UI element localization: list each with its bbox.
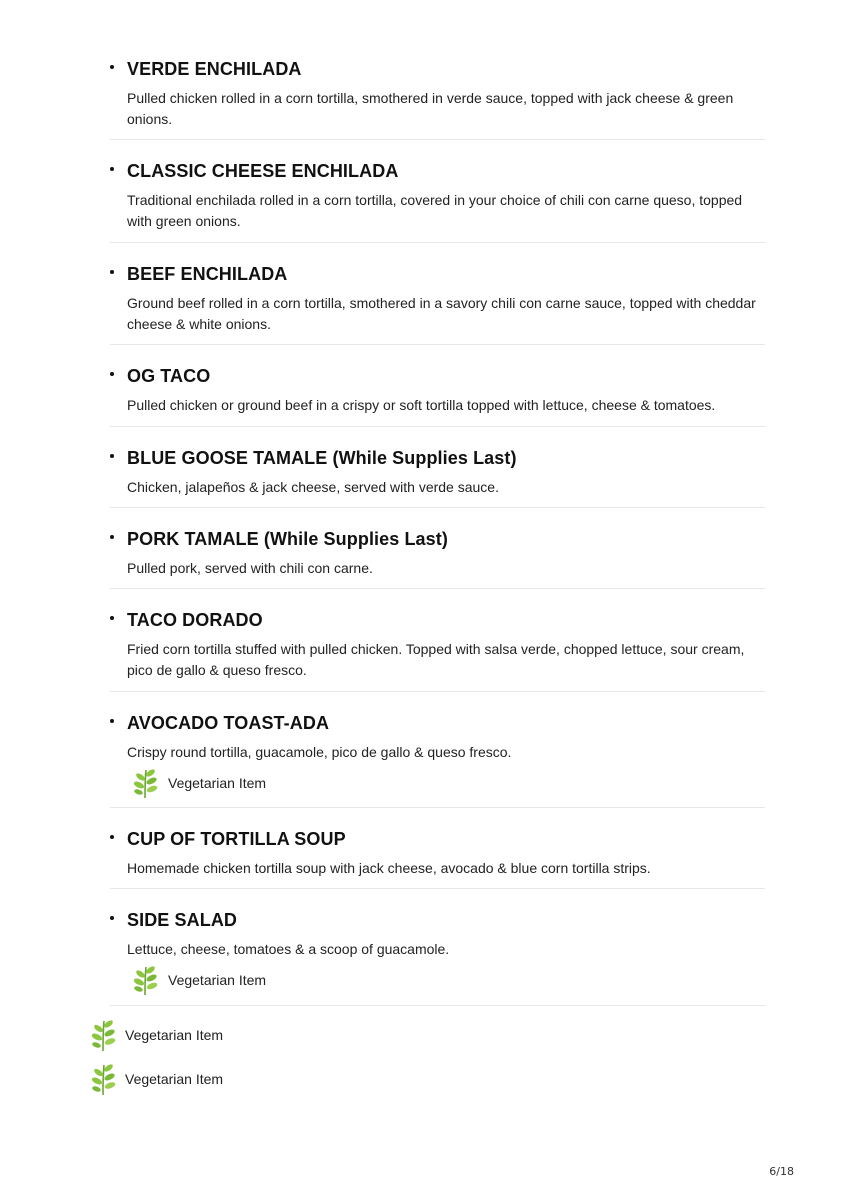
item-description: Pulled pork, served with chili con carne. [127,560,373,576]
bullet-icon [110,535,114,539]
item-description: Lettuce, cheese, tomatoes & a scoop of guacamole. [127,941,450,957]
leaf-icon [128,963,162,997]
item-description: Chicken, jalapeños & jack cheese, served with verde sauce. [127,479,499,495]
legend-item [86,1061,223,1097]
bullet-icon [110,270,114,274]
menu-item [110,58,765,140]
item-description: Homemade chicken tortilla soup with jack cheese, avocado & blue corn tortilla strips. [127,860,651,876]
menu-item [110,447,765,508]
item-title: TACO DORADO [127,610,263,630]
leaf-icon [86,1061,120,1097]
leaf-icon [86,1017,120,1053]
vegetarian-badge [127,766,765,800]
menu-item [110,609,765,692]
legend [86,1017,223,1097]
menu-item [110,160,765,243]
bullet-icon [110,454,114,458]
item-title: PORK TAMALE (While Supplies Last) [127,529,448,549]
leaf-icon [128,766,162,800]
vegetarian-badge [127,963,765,997]
item-title: OG TACO [127,366,211,386]
item-description: Fried corn tortilla stuffed with pulled chicken. Topped with salsa verde, chopped lettuce, sour cream, pico de gallo & queso fresco. [127,641,745,678]
item-title: CUP OF TORTILLA SOUP [127,829,346,849]
menu-item [110,909,765,1006]
menu-item [110,365,765,427]
bullet-icon [110,916,114,920]
legend-item [86,1017,223,1053]
menu-list [110,58,765,1006]
legend-label: Vegetarian Item [125,1071,224,1087]
bullet-icon [110,616,114,620]
bullet-icon [110,65,114,69]
item-description: Pulled chicken or ground beef in a crispy or soft tortilla topped with lettuce, cheese & tomatoes. [127,397,716,413]
menu-item [110,828,765,889]
item-title: SIDE SALAD [127,910,238,930]
bullet-icon [110,167,114,171]
item-title: VERDE ENCHILADA [127,59,302,79]
item-description: Ground beef rolled in a corn tortilla, smothered in a savory chili con carne sauce, topped with cheddar cheese & white onions. [127,295,756,332]
menu-item [110,528,765,589]
item-title: CLASSIC CHEESE ENCHILADA [127,161,399,181]
legend-label: Vegetarian Item [125,1027,224,1043]
item-title: AVOCADO TOAST-ADA [127,713,330,733]
bullet-icon [110,719,114,723]
item-description: Pulled chicken rolled in a corn tortilla, smothered in verde sauce, topped with jack cheese & green onions. [127,90,734,127]
item-title: BEEF ENCHILADA [127,264,288,284]
menu-item [110,712,765,808]
item-description: Traditional enchilada rolled in a corn tortilla, covered in your choice of chili con carne queso, topped with green onions. [127,192,743,229]
bullet-icon [110,372,114,376]
page-number: 6/18 [769,1165,794,1178]
bullet-icon [110,835,114,839]
item-description: Crispy round tortilla, guacamole, pico de gallo & queso fresco. [127,744,512,760]
menu-item [110,263,765,345]
vegetarian-label: Vegetarian Item [168,972,267,988]
vegetarian-label: Vegetarian Item [168,775,267,791]
item-title: BLUE GOOSE TAMALE (While Supplies Last) [127,448,517,468]
